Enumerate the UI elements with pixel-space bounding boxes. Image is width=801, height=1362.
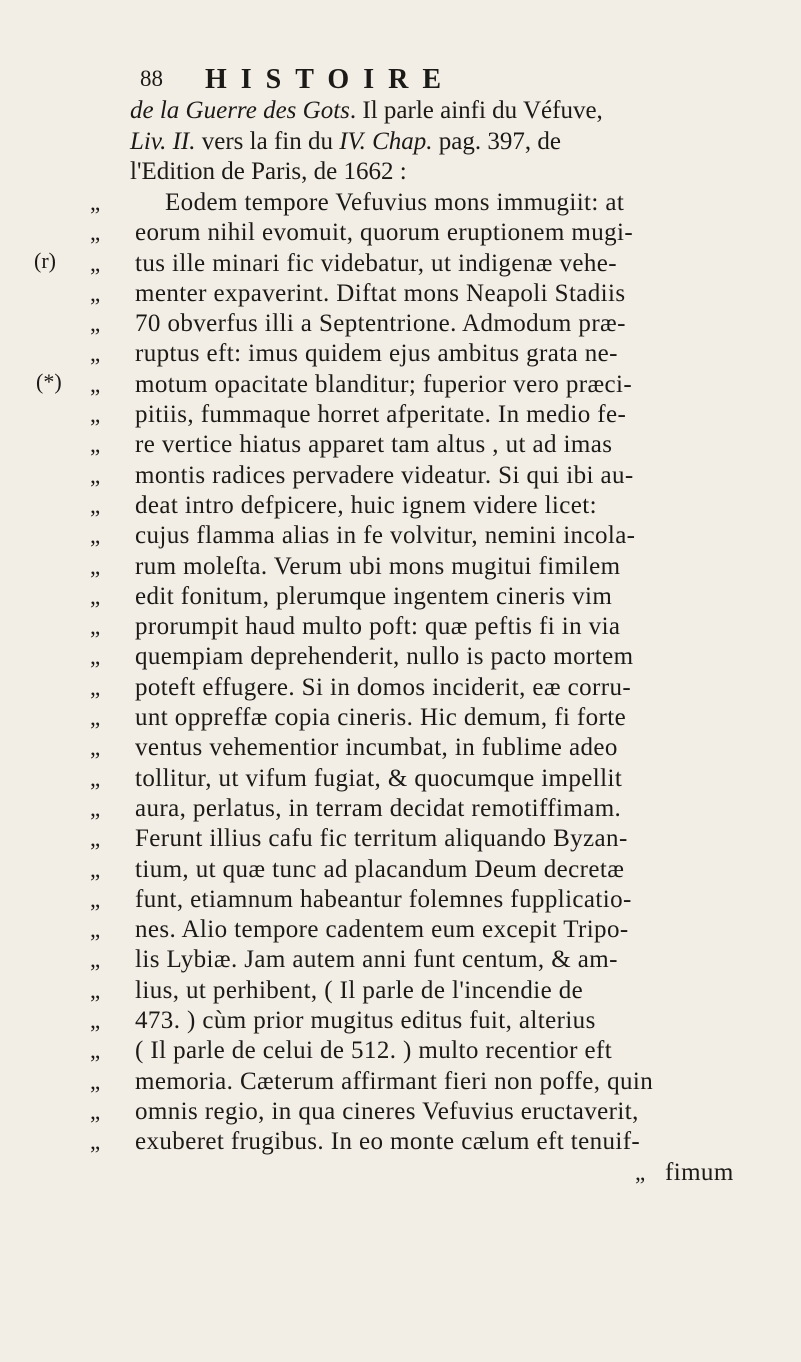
quote-line <box>90 400 790 430</box>
quote-line-text: pitiis, fummaque horret afperitate. In medio fe- <box>135 401 627 429</box>
quote-line-text: rum moleſta. Verum ubi mons mugitui fimilem <box>135 552 621 580</box>
quote-mark: „ <box>90 190 101 215</box>
quote-line-text: menter expaverint. Diftat mons Neapoli Stadiis <box>135 279 626 307</box>
quote-line-text: lius, ut perhibent, ( Il parle de l'incendie de <box>135 976 584 1004</box>
quote-line-text: ruptus eft: imus quidem ejus ambitus grata ne- <box>135 340 618 368</box>
quote-mark: „ <box>90 250 101 276</box>
quote-line-text: motum opacitate blanditur; fuperior vero præci- <box>135 370 633 398</box>
intro-line-1 <box>130 96 770 127</box>
quote-mark: „ <box>90 1008 101 1034</box>
quote-mark: „ <box>90 947 101 973</box>
quote-line <box>90 794 790 824</box>
quote-line-text: tollitur, ut vifum fugiat, & quocumque impellit <box>135 764 623 792</box>
quote-line <box>90 1067 790 1097</box>
quote-catchword: fimum <box>665 1158 734 1186</box>
quote-mark: „ <box>90 1038 101 1064</box>
quote-line-text: cujus flamma alias in fe volvitur, nemini incola- <box>135 522 636 550</box>
quote-mark: „ <box>90 371 101 397</box>
quote-mark: „ <box>90 492 101 518</box>
quote-line-catchword <box>90 1158 790 1188</box>
quote-line <box>90 976 790 1006</box>
intro-book-ref: Liv. II. <box>130 127 196 155</box>
quote-mark: „ <box>90 523 101 549</box>
quote-mark: „ <box>90 886 101 912</box>
intro-text: vers la fin du <box>195 127 340 155</box>
quote-mark: „ <box>90 220 101 246</box>
quote-line-text: deat intro defpicere, huic ignem videre licet: <box>135 491 597 519</box>
quote-mark: „ <box>90 795 101 821</box>
quote-line <box>90 855 790 885</box>
quote-line <box>90 764 790 794</box>
quote-line-text: exuberet frugibus. In eo monte cælum eft tenuif- <box>135 1128 641 1156</box>
quote-line <box>90 370 790 400</box>
quote-line <box>90 733 790 763</box>
quote-mark: „ <box>90 644 101 670</box>
quote-mark: „ <box>90 856 101 882</box>
quote-line <box>90 339 790 369</box>
quote-line-text: quempiam deprehenderit, nullo is pacto mortem <box>135 643 634 671</box>
quote-line-text: ventus vehementior incumbat, in fublime adeo <box>135 734 618 762</box>
quote-line <box>90 612 790 642</box>
quote-mark: „ <box>90 402 101 428</box>
quote-line-text: edit fonitum, plerumque ingentem cineris vim <box>135 582 613 610</box>
quote-line-text: tus ille minari fic videbatur, ut indigenæ vehe- <box>135 249 617 277</box>
quote-line <box>90 249 790 279</box>
quote-line-text: eorum nihil evomuit, quorum eruptionem mugi- <box>135 219 634 247</box>
quote-mark: „ <box>90 280 101 306</box>
quote-line <box>90 218 790 248</box>
quote-line <box>90 461 790 491</box>
intro-text: pag. 397, de <box>432 127 561 155</box>
quote-mark: „ <box>90 1068 101 1094</box>
quote-line-text: Eodem tempore Vefuvius mons immugiit: at <box>165 189 625 216</box>
quote-mark: „ <box>90 977 101 1003</box>
running-title: HISTOIRE <box>205 64 455 95</box>
quote-mark: „ <box>90 735 101 761</box>
quote-line <box>90 703 790 733</box>
quote-mark: „ <box>90 674 101 700</box>
quote-mark: „ <box>90 432 101 458</box>
quote-line-text: Ferunt illius cafu fic territum aliquando Byzan- <box>135 825 628 853</box>
quote-mark: „ <box>90 462 101 488</box>
quote-line <box>90 673 790 703</box>
margin-note-asterisk: (*) <box>36 369 62 394</box>
quote-line <box>90 642 790 672</box>
intro-text: . Il parle ainfi du Véfuve, <box>349 97 603 124</box>
page-header <box>140 64 730 96</box>
quote-line <box>90 1127 790 1157</box>
page-number: 88 <box>140 66 163 91</box>
quote-line-text: omnis regio, in qua cineres Vefuvius eructaverit, <box>135 1097 639 1125</box>
quote-mark: „ <box>90 917 101 943</box>
quote-mark: „ <box>90 765 101 791</box>
quote-line <box>90 552 790 582</box>
quote-line <box>90 188 790 218</box>
quote-line <box>90 430 790 460</box>
quote-mark: „ <box>90 553 101 579</box>
quote-line-text: funt, etiamnum habeantur folemnes fupplicatio- <box>135 885 632 913</box>
quote-line <box>90 582 790 612</box>
quote-line-text: nes. Alio tempore cadentem eum excepit Tripo- <box>135 916 629 944</box>
quote-line <box>90 309 790 339</box>
quote-line-text: tium, ut quæ tunc ad placandum Deum decretæ <box>135 855 625 883</box>
quote-line <box>90 1036 790 1066</box>
quote-line-text: unt oppreffæ copia cineris. Hic demum, fi forte <box>135 704 627 732</box>
quote-mark: „ <box>90 614 101 640</box>
quote-mark: „ <box>90 1098 101 1124</box>
quote-line <box>90 915 790 945</box>
quote-line-text: re vertice hiatus apparet tam altus , ut ad imas <box>135 431 613 459</box>
quote-mark: „ <box>90 311 101 337</box>
quote-line <box>90 491 790 521</box>
intro-work-title: de la Guerre des Gots <box>130 97 350 124</box>
intro-line-2 <box>130 127 770 158</box>
quote-mark: „ <box>90 826 101 852</box>
quote-line-text: memoria. Cæterum affirmant fieri non poffe, quin <box>135 1067 654 1095</box>
quote-line-text: 473. ) cùm prior mugitus editus fuit, alterius <box>135 1007 596 1035</box>
quote-line-text: 70 obverfus illi a Septentrione. Admodum præ- <box>135 310 626 338</box>
quote-line <box>90 824 790 854</box>
intro-line-3: l'Edition de Paris, de 1662 : <box>130 158 407 185</box>
quote-line-text: poteft effugere. Si in domos inciderit, eæ corru- <box>135 673 632 701</box>
intro-paragraph <box>130 96 770 188</box>
quote-line-text: ( Il parle de celui de 512. ) multo recentior eft <box>135 1037 613 1065</box>
intro-chapter-ref: IV. Chap. <box>339 127 433 155</box>
quote-line <box>90 279 790 309</box>
quote-line <box>90 1006 790 1036</box>
quote-line-text: montis radices pervadere videatur. Si qui ibi au- <box>135 461 634 489</box>
latin-quotation <box>90 188 790 1188</box>
quote-line-text: aura, perlatus, in terram decidat remotiffimam. <box>135 794 622 822</box>
quote-mark: „ <box>90 583 101 609</box>
quote-line <box>90 945 790 975</box>
quote-line <box>90 1097 790 1127</box>
quote-mark: „ <box>90 341 101 367</box>
quote-mark: „ <box>90 705 101 731</box>
quote-mark: „ <box>90 1129 101 1155</box>
quote-line-text: lis Lybiæ. Jam autem anni funt centum, & am- <box>135 946 618 974</box>
quote-line-text: prorumpit haud multo poft: quæ peftis fi in via <box>135 613 621 641</box>
quote-mark: „ <box>635 1159 646 1185</box>
quote-line <box>90 521 790 551</box>
quote-line <box>90 885 790 915</box>
margin-note-r: (r) <box>34 248 56 273</box>
